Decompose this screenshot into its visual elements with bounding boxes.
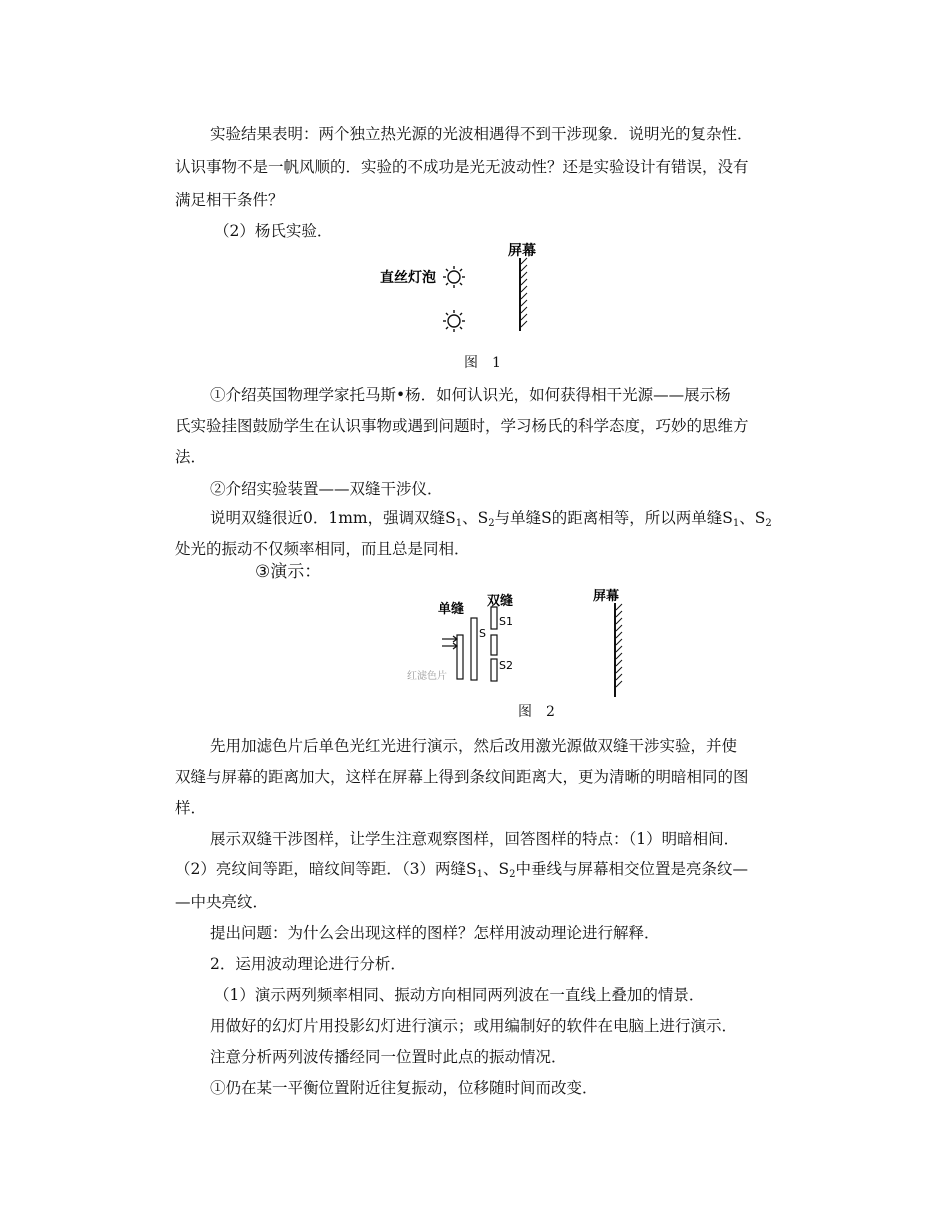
text-line: 注意分析两列波传播经同一位置时此点的振动情况．: [210, 1048, 567, 1066]
text-line: 样．: [175, 799, 207, 817]
text-line: 法．: [175, 448, 207, 466]
text-line: ②介绍实验装置——双缝干涉仪．: [210, 480, 443, 498]
text-line: 实验结果表明：两个独立热光源的光波相遇得不到干涉现象．说明光的复杂性．: [210, 125, 753, 143]
text-line: ①仍在某一平衡位置附近往复振动，位移随时间而改变．: [210, 1079, 598, 1097]
text-line: ③演示：: [255, 562, 322, 582]
text-line: —中央亮纹．: [175, 893, 269, 911]
arrow-right-icon: [442, 636, 457, 649]
text-line: 处光的振动不仅频率相同，而且总是同相．: [175, 540, 470, 558]
fig1-screen-hatch: [521, 258, 527, 327]
figure-1: [370, 238, 570, 338]
text-line: 说明双缝很近0．1mm，强调双缝$S_1$、$S_2$与单缝S的距离相等，所以两单缝$S_1$、$S_2$: [210, 509, 772, 529]
text-line: 先用加滤色片后单色光红光进行演示，然后改用激光源做双缝干涉实验，并使: [210, 737, 738, 755]
bulb-icon: [443, 266, 465, 288]
text-line: 用做好的幻灯片用投影幻灯进行演示；或用编制好的软件在电脑上进行演示．: [210, 1017, 738, 1035]
text-line: 满足相干条件？: [175, 191, 284, 209]
red-filter: [457, 635, 463, 679]
s2-label: S2: [499, 659, 513, 672]
source-s-label: S: [479, 627, 486, 640]
text-line: 认识事物不是一帆风顺的．实验的不成功是光无波动性？还是实验设计有错误，没有: [175, 158, 749, 176]
text-line: 2．运用波动理论进行分析．: [210, 955, 406, 973]
double-slit-label: 双缝: [487, 594, 514, 609]
double-slit-lower: [491, 659, 497, 681]
text-line: 氏实验挂图鼓励学生在认识事物或遇到问题时，学习杨氏的科学态度，巧妙的思维方: [175, 417, 749, 435]
text-line: 双缝与屏幕的距离加大，这样在屏幕上得到条纹间距离大，更为清晰的明暗相同的图: [175, 768, 749, 786]
fig1-screen-label: 屏幕: [508, 243, 536, 259]
section-heading: （2）杨氏实验．: [214, 222, 333, 240]
text-line: （2）亮纹间等距，暗纹间等距．（3）两缝$S_1$、$S_2$中垂线与屏幕相交位置是亮条纹—: [175, 860, 748, 880]
fig2-screen-label: 屏幕: [593, 589, 620, 604]
text-line: 展示双缝干涉图样，让学生注意观察图样，回答图样的特点：（1）明暗相间．: [210, 830, 740, 848]
single-slit-label: 单缝: [438, 602, 465, 617]
figure-2-caption: 图 2: [518, 704, 555, 720]
fig2-screen-hatch: [616, 604, 622, 687]
text-line: （1）演示两列频率相同、振动方向相同两列波在一直线上叠加的情景．: [214, 986, 705, 1004]
bulb-icon: [443, 310, 465, 332]
figure-2: [405, 585, 635, 700]
text-line: ①介绍英国物理学家托马斯•杨．如何认识光，如何获得相干光源——展示杨: [210, 386, 731, 404]
filter-label: 红滤色片: [407, 671, 447, 682]
text-line: 提出问题：为什么会出现这样的图样？怎样用波动理论进行解释．: [210, 924, 660, 942]
single-slit: [471, 618, 477, 680]
double-slit-middle: [491, 635, 497, 655]
figure-1-caption: 图 1: [464, 355, 501, 371]
s1-label: S1: [499, 615, 513, 628]
fig1-bulb-label: 直丝灯泡: [380, 270, 436, 286]
double-slit-upper: [491, 607, 497, 629]
